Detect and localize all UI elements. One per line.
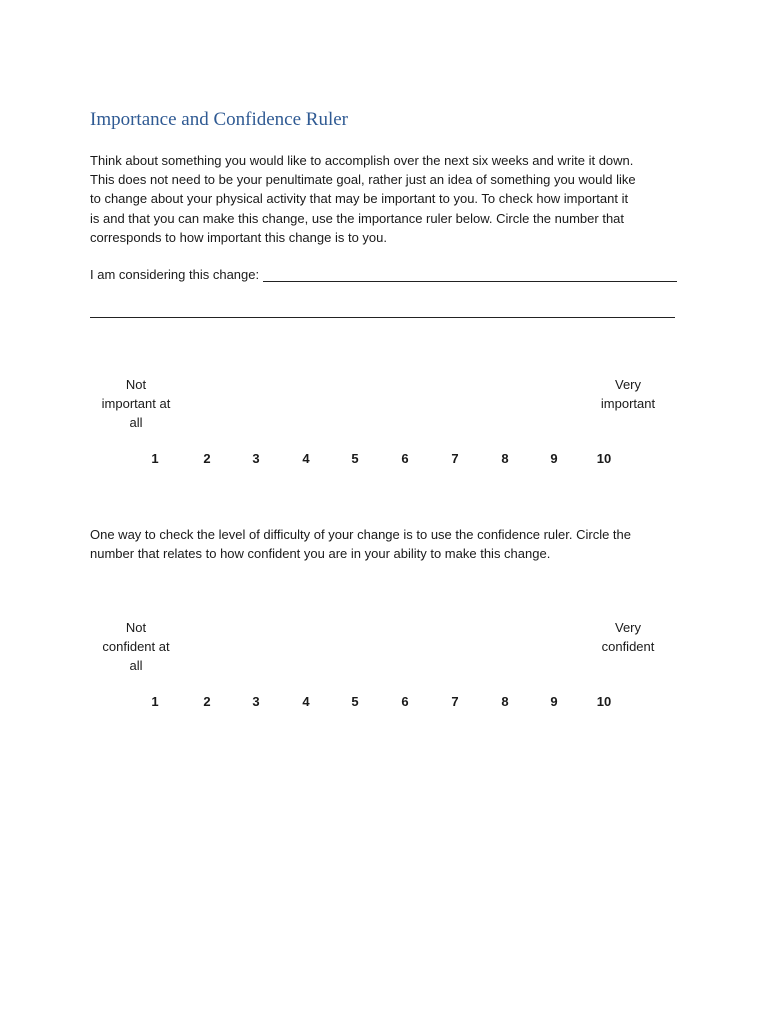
intro-line: Think about something you would like to accomplish over the next six weeks and write it down. [90,153,634,168]
confidence-number[interactable]: 9 [550,694,558,709]
confidence-number[interactable]: 7 [451,694,459,709]
anchor-line: confident at [102,639,170,654]
confidence-line: One way to check the level of difficulty of your change is to use the confidence ruler. Circle the [90,527,631,542]
anchor-line: all [129,658,143,673]
confidence-line: number that relates to how confident you are in your ability to make this change. [90,546,551,562]
importance-number[interactable]: 9 [550,451,558,466]
intro-line: to change about your physical activity that may be important to you. To check how important it [90,191,629,207]
confidence-number[interactable]: 6 [401,694,409,709]
considering-change-label: I am considering this change: [90,267,260,282]
confidence-number[interactable]: 10 [596,694,612,709]
considering-change-blank-line-2[interactable] [90,317,675,318]
importance-number[interactable]: 2 [203,451,211,466]
confidence-number[interactable]: 5 [351,694,359,709]
anchor-line: Very [614,620,641,635]
intro-line: is and that you can make this change, use the importance ruler below. Circle the number that [90,210,625,226]
confidence-number[interactable]: 8 [501,694,509,709]
confidence-number[interactable]: 4 [302,694,310,709]
confidence-ruler-scale [0,692,768,712]
importance-number[interactable]: 5 [351,451,359,466]
page-title: Importance and Confidence Ruler [90,109,348,130]
confidence-paragraph [90,525,690,563]
anchor-line: confident [601,639,655,654]
anchor-line: Not [125,377,147,392]
anchor-line: Not [125,620,147,635]
intro-paragraph [90,151,690,247]
confidence-number[interactable]: 3 [252,694,260,709]
confidence-low-anchor [88,618,184,675]
importance-number[interactable]: 4 [302,451,310,466]
importance-number[interactable]: 6 [401,451,409,466]
importance-number[interactable]: 8 [501,451,509,466]
importance-ruler-scale [0,449,768,469]
importance-high-anchor [580,375,676,413]
intro-line: corresponds to how important this change is to you. [90,229,387,245]
confidence-number[interactable]: 2 [203,694,211,709]
considering-change-row [90,263,677,282]
importance-low-anchor [88,375,184,432]
anchor-line: Very [614,377,641,392]
anchor-line: important at [101,396,171,411]
intro-line: This does not need to be your penultimate goal, rather just an idea of something you would like [90,172,636,188]
anchor-line: all [129,415,143,430]
importance-number[interactable]: 1 [151,451,159,466]
considering-change-blank[interactable] [263,266,677,282]
importance-number[interactable]: 3 [252,451,260,466]
anchor-line: important [600,396,656,411]
confidence-high-anchor [580,618,676,656]
importance-number[interactable]: 10 [596,451,612,466]
confidence-number[interactable]: 1 [151,694,159,709]
importance-number[interactable]: 7 [451,451,459,466]
